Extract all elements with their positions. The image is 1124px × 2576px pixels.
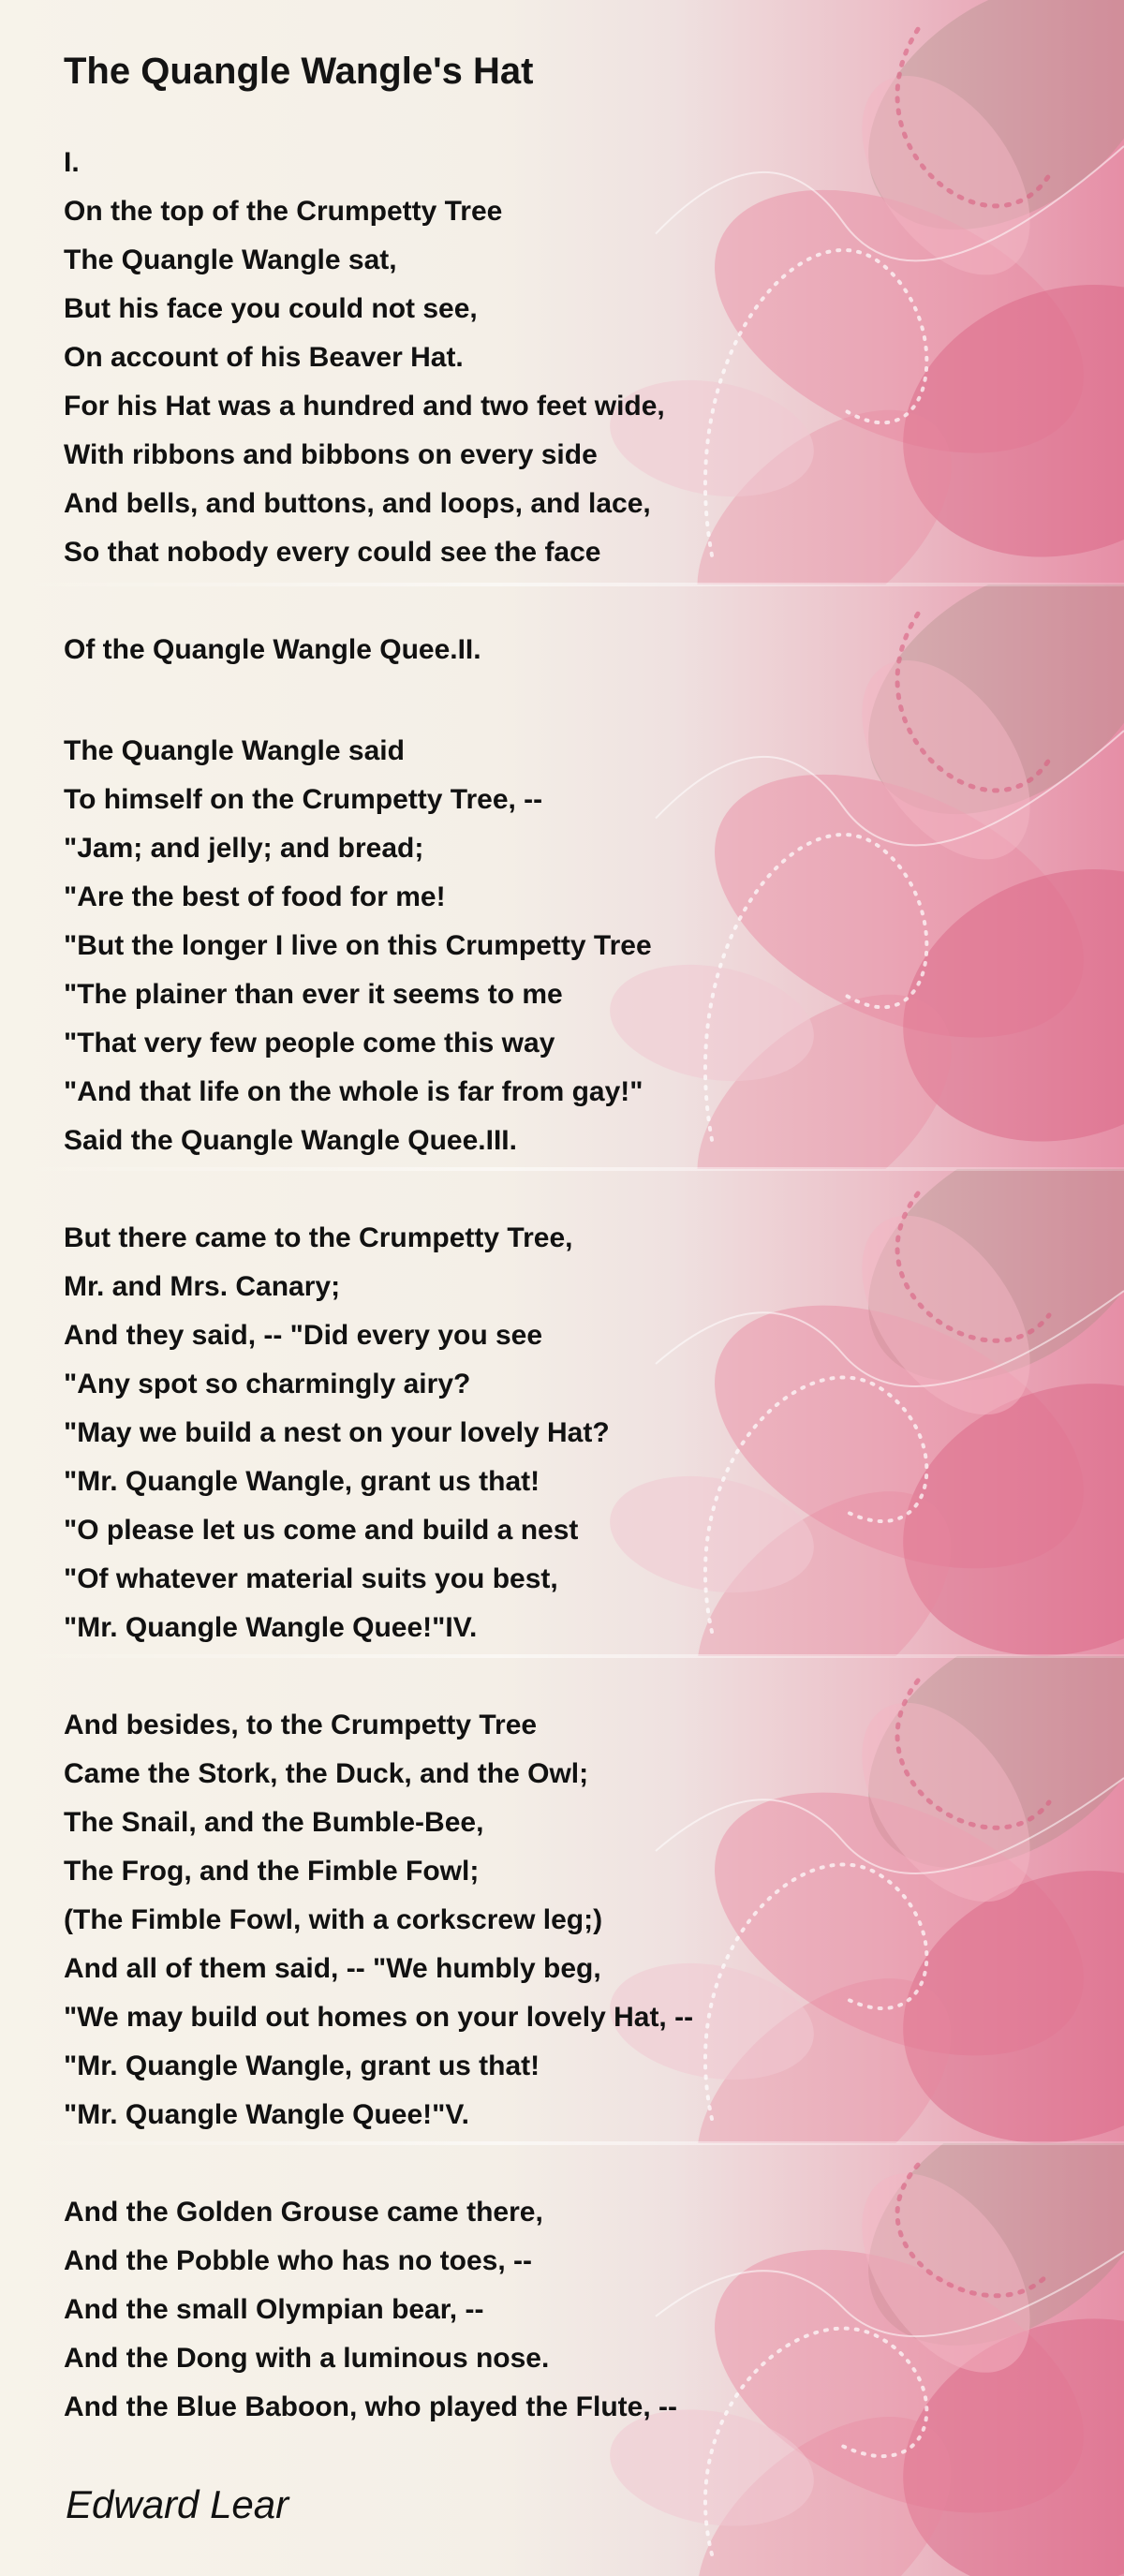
- poem-line: Mr. and Mrs. Canary;: [64, 1271, 341, 1302]
- stanza: [64, 1701, 1057, 2139]
- poem-line: Came the Stork, the Duck, and the Owl;: [64, 1758, 589, 1789]
- poem-line: And they said, -- "Did every you see: [64, 1320, 543, 1351]
- poem-line: The Frog, and the Fimble Fowl;: [64, 1856, 480, 1887]
- poem-line: But his face you could not see,: [64, 293, 478, 324]
- poem-line: The Quangle Wangle sat,: [64, 244, 397, 275]
- poem-line: On the top of the Crumpetty Tree: [64, 196, 503, 227]
- poem-line: [64, 577, 1057, 626]
- stanza: [64, 2188, 1057, 2432]
- poem-line: "That very few people come this way: [64, 1028, 555, 1059]
- poem-line: The Quangle Wangle said: [64, 735, 405, 766]
- poem-line: And the Golden Grouse came there,: [64, 2197, 543, 2228]
- poem-line: "O please let us come and build a nest: [64, 1515, 579, 1546]
- poem-line: With ribbons and bibbons on every side: [64, 439, 598, 470]
- poem-line: "Mr. Quangle Wangle, grant us that!: [64, 1466, 540, 1497]
- poem-line: "But the longer I live on this Crumpetty Tree: [64, 930, 652, 961]
- poem-line: "Mr. Quangle Wangle Quee!"IV.: [64, 1612, 478, 1643]
- poem-line: And all of them said, -- "We humbly beg,: [64, 1953, 601, 1984]
- poem-line: And bells, and buttons, and loops, and lace,: [64, 488, 651, 519]
- panel-seam: [0, 1654, 1124, 1658]
- poem-title: The Quangle Wangle's Hat: [64, 51, 534, 92]
- poem-line: And the Blue Baboon, who played the Flute, --: [64, 2391, 677, 2422]
- poem-line: So that nobody every could see the face: [64, 537, 601, 568]
- poem-line: And the Dong with a luminous nose.: [64, 2343, 550, 2374]
- panel-seam: [0, 1167, 1124, 1171]
- poem-line: On account of his Beaver Hat.: [64, 342, 464, 373]
- poem-line: But there came to the Crumpetty Tree,: [64, 1222, 573, 1253]
- poem-line: "We may build out homes on your lovely Hat, --: [64, 2002, 694, 2033]
- stanza: [64, 727, 1057, 1165]
- stanza: [64, 1214, 1057, 1652]
- poem-line: "Any spot so charmingly airy?: [64, 1369, 471, 1399]
- poem-line: And the Pobble who has no toes, --: [64, 2245, 532, 2276]
- poem-line: The Snail, and the Bumble-Bee,: [64, 1807, 484, 1838]
- poem-line: To himself on the Crumpetty Tree, --: [64, 784, 543, 815]
- poem-line: "Mr. Quangle Wangle, grant us that!: [64, 2050, 540, 2081]
- poem-line: "Mr. Quangle Wangle Quee!"V.: [64, 2099, 469, 2130]
- poem-line: I.: [64, 147, 80, 178]
- poem-line: "May we build a nest on your lovely Hat?: [64, 1417, 610, 1448]
- poem-line: And the small Olympian bear, --: [64, 2294, 484, 2325]
- poem-author: Edward Lear: [66, 2482, 289, 2526]
- poem-line: "Jam; and jelly; and bread;: [64, 833, 424, 864]
- poem-line: "The plainer than ever it seems to me: [64, 979, 563, 1010]
- stanza: [64, 139, 1057, 674]
- poem-line: "Are the best of food for me!: [64, 881, 446, 912]
- poem-line: For his Hat was a hundred and two feet wide,: [64, 391, 665, 422]
- poem-line: "And that life on the whole is far from gay!": [64, 1076, 643, 1107]
- poem-line: Said the Quangle Wangle Quee.III.: [64, 1125, 517, 1156]
- panel-seam: [0, 2141, 1124, 2145]
- poem-line: "Of whatever material suits you best,: [64, 1563, 558, 1594]
- poem-line: (The Fimble Fowl, with a corkscrew leg;): [64, 1904, 603, 1935]
- poem-line: Of the Quangle Wangle Quee.II.: [64, 634, 481, 665]
- poem-line: And besides, to the Crumpetty Tree: [64, 1710, 538, 1740]
